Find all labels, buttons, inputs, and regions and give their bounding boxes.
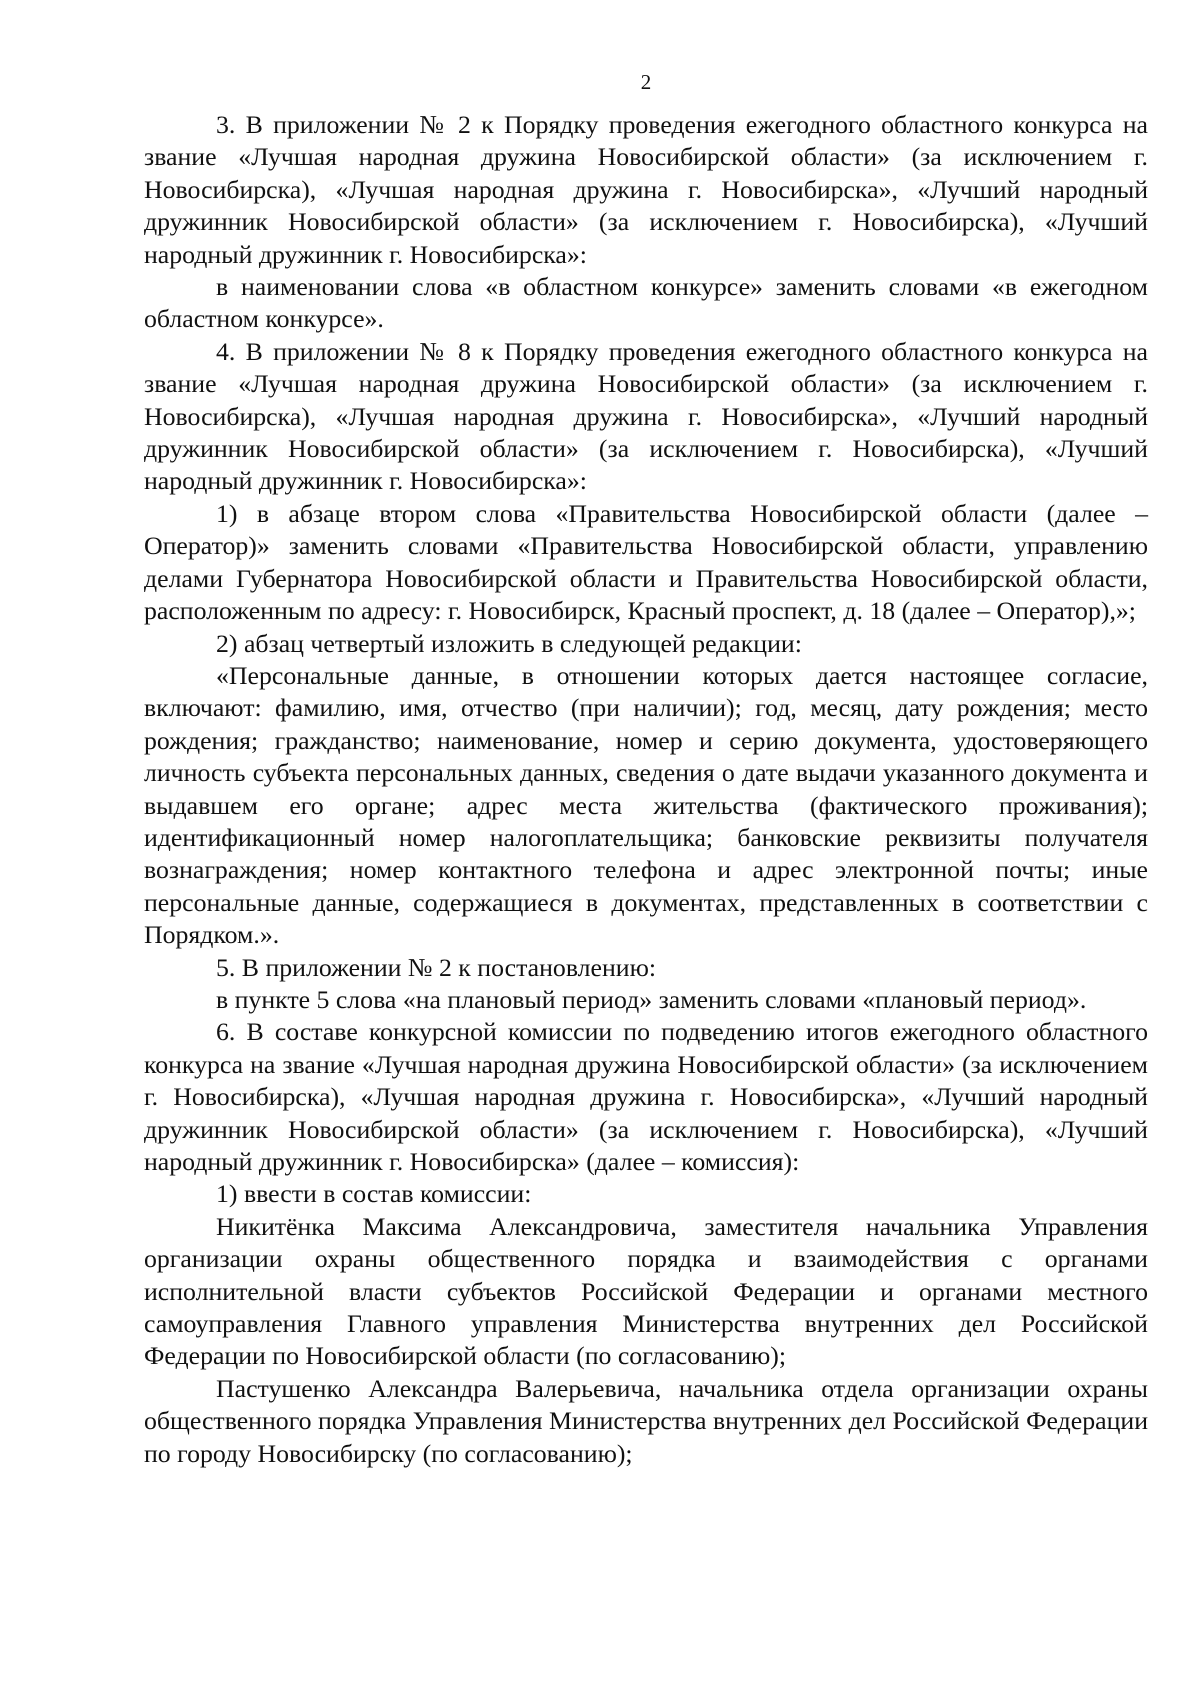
paragraph-member-nikitenok: Никитёнка Максима Александровича, заместителя начальника Управления организации охраны общественного порядка и взаимодействия с органами исполнительной власти субъектов Российской Федерации и органами местного самоуправления Главного управления Министерства внутренних дел Российской Федерации по Новосибирской области (по согласованию); xyxy=(144,1211,1148,1371)
paragraph-subitem-4-2: 2) абзац четвертый изложить в следующей редакции: xyxy=(216,628,802,658)
paragraph-member-pastushenko: Пастушенко Александра Валерьевича, начальника отдела организации охраны общественного порядка Управления Министерства внутренних дел Российской Федерации по городу Новосибирску (по согласованию); xyxy=(144,1373,1148,1468)
paragraph-item-5-text: в пункте 5 слова «на плановый период» заменить словами «плановый период». xyxy=(216,984,1087,1014)
paragraph-item-5: 5. В приложении № 2 к постановлению: xyxy=(216,952,657,982)
paragraph-subitem-4-1: 1) в абзаце втором слова «Правительства Новосибирской области (далее – Оператор)» заменить словами «Правительства Новосибирской области, управлению делами Губернатора Новосибирской области и Правительства Новосибирской области, расположенным по адресу: г. Новосибирск, Красный проспект, д. 18 (далее – Оператор),»; xyxy=(144,498,1148,626)
paragraph-item-6: 6. В составе конкурсной комиссии по подведению итогов ежегодного областного конкурса на звание «Лучшая народная дружина Новосибирской области» (за исключением г. Новосибирска), «Лучшая народная дружина г. Новосибирска», «Лучший народный дружинник Новосибирской области» (за исключением г. Новосибирска), «Лучший народный дружинник г. Новосибирска» (далее – комиссия): xyxy=(144,1017,1148,1176)
paragraph-item-4: 4. В приложении № 8 к Порядку проведения ежегодного областного конкурса на звание «Лучшая народная дружина Новосибирской области» (за исключением г. Новосибирска), «Лучшая народная дружина г. Новосибирска», «Лучший народный дружинник Новосибирской области» (за исключением г. Новосибирска), «Лучший народный дружинник г. Новосибирска»: xyxy=(144,336,1148,496)
document-page xyxy=(144,68,1148,1470)
page-number: 2 xyxy=(640,70,652,94)
paragraph-personal-data: «Персональные данные, в отношении которых дается настоящее согласие, включают: фамилию, имя, отчество (при наличии); год, месяц, дату рождения; место рождения; гражданство; наименование, номер и серию документа, удостоверяющего личность субъекта персональных данных, сведения о дате выдачи указанного документа и выдавшем его органе; адрес места жительства (фактического проживания); идентификационный номер налогоплательщика; банковские реквизиты получателя вознаграждения; номер контактного телефона и адрес электронной почты; иные персональные данные, содержащиеся в документах, представленных в соответствии с Порядком.». xyxy=(144,660,1148,950)
paragraph-rename-title: в наименовании слова «в областном конкурсе» заменить словами «в ежегодном областном конкурсе». xyxy=(144,272,1148,334)
paragraph-item-3: 3. В приложении № 2 к Порядку проведения ежегодного областного конкурса на звание «Лучшая народная дружина Новосибирской области» (за исключением г. Новосибирска), «Лучшая народная дружина г. Новосибирска», «Лучший народный дружинник Новосибирской области» (за исключением г. Новосибирска), «Лучший народный дружинник г. Новосибирска»: xyxy=(144,110,1148,269)
paragraph-subitem-6-1: 1) ввести в состав комиссии: xyxy=(216,1179,532,1209)
